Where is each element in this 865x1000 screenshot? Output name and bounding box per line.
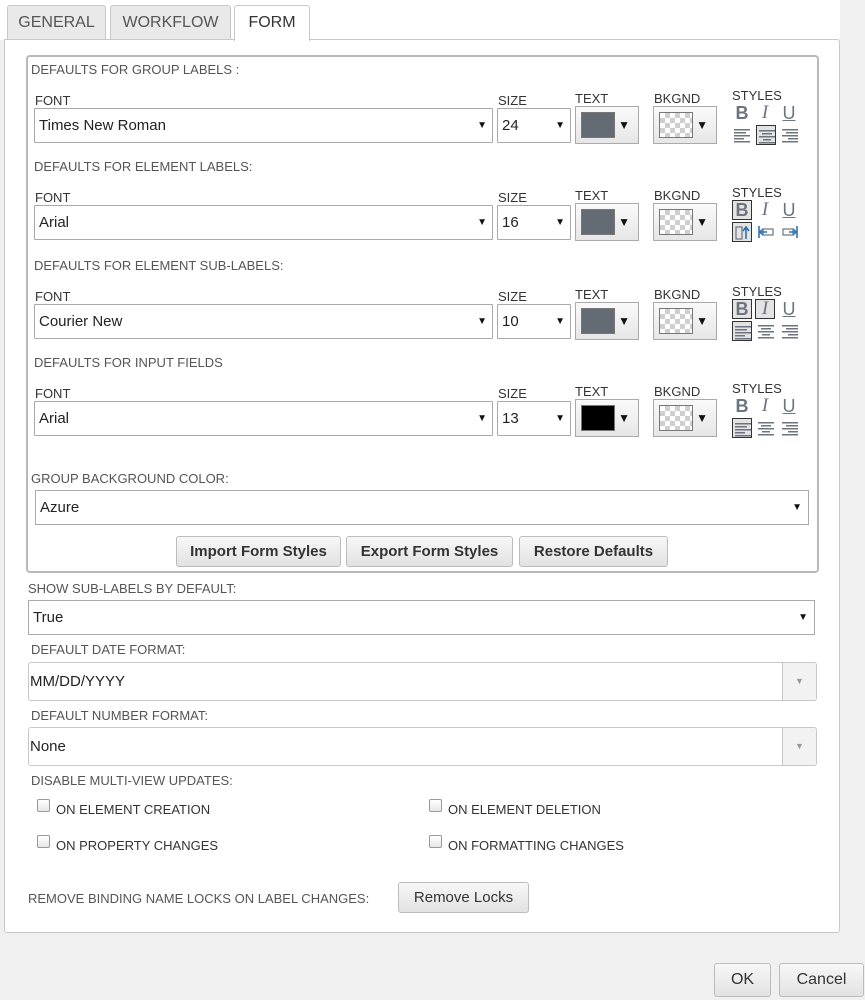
show-sublabels-select[interactable] [28,600,815,635]
bkgnd-color-label: BKGND [654,384,701,399]
align-center-button[interactable] [756,125,776,145]
font-label: FONT [35,289,71,304]
align-center-button[interactable] [756,321,776,341]
caret-down-icon: ▼ [618,411,630,425]
italic-toggle[interactable]: I [761,199,769,220]
align-left-icon [734,324,752,340]
chevron-down-icon: ▼ [477,413,487,424]
text-color-label: TEXT [575,188,609,203]
chevron-down-icon: ▼ [477,217,487,228]
formatting-changes-checkbox[interactable] [429,835,442,848]
chevron-down-icon: ▼ [555,413,565,424]
chevron-down-icon: ▼ [555,217,565,228]
tab-form[interactable]: FORM [234,5,310,41]
text-color-label: TEXT [575,287,609,302]
size-select[interactable] [497,401,571,436]
align-left-icon [734,421,752,437]
font-select[interactable] [34,108,493,143]
chevron-down-icon: ▼ [795,741,804,751]
align-right-icon [781,323,799,339]
chevron-down-icon: ▼ [555,120,565,131]
font-label: FONT [35,386,71,401]
align-right-icon [781,127,799,143]
tab-workflow[interactable]: WORKFLOW [110,5,231,40]
font-label: FONT [35,190,71,205]
group-background-select[interactable] [35,490,809,525]
text-color-picker[interactable] [575,106,639,144]
ok-button[interactable]: OK [714,963,771,997]
font-select[interactable] [34,205,493,240]
text-color-swatch [581,112,615,138]
transparent-swatch [659,112,693,138]
font-select[interactable] [34,401,493,436]
align-right-button[interactable] [780,418,800,438]
restore-defaults-button[interactable]: Restore Defaults [519,536,668,567]
section-title: DEFAULTS FOR ELEMENT LABELS: [34,159,253,174]
size-select[interactable] [497,108,571,143]
show-sublabels-label: SHOW SUB-LABELS BY DEFAULT: [28,581,237,596]
italic-toggle[interactable]: I [761,395,769,416]
group-background-value: Azure [40,499,80,516]
remove-locks-label: REMOVE BINDING NAME LOCKS ON LABEL CHANGES: [28,891,370,906]
text-color-swatch [581,405,615,431]
text-color-picker[interactable] [575,203,639,241]
bkgnd-color-label: BKGND [654,287,701,302]
remove-locks-button[interactable]: Remove Locks [398,882,529,913]
caret-down-icon: ▼ [696,314,708,328]
align-center-icon [757,323,775,339]
italic-toggle[interactable]: I [761,102,769,123]
label-position-right-button[interactable] [780,222,800,242]
chevron-down-icon: ▼ [798,612,808,623]
caret-down-icon: ▼ [696,215,708,229]
label-position-left-button[interactable] [756,222,776,242]
font-value: Arial [39,410,70,427]
text-color-label: TEXT [575,91,609,106]
size-value: 16 [502,214,519,231]
align-center-icon [758,128,776,144]
align-right-button[interactable] [780,125,800,145]
label-position-right-icon [781,224,799,240]
transparent-swatch [659,405,693,431]
align-left-button[interactable] [732,418,752,438]
size-select[interactable] [497,304,571,339]
caret-down-icon: ▼ [618,118,630,132]
size-label: SIZE [498,93,527,108]
multiview-label: DISABLE MULTI-VIEW UPDATES: [31,773,233,788]
chevron-down-icon: ▼ [792,502,802,513]
size-label: SIZE [498,190,527,205]
label-position-top-icon [734,225,752,241]
tab-bar [0,0,840,40]
show-sublabels-value: True [33,609,64,626]
underline-toggle[interactable]: U [782,396,796,416]
section-title: DEFAULTS FOR GROUP LABELS : [31,62,240,77]
align-center-button[interactable] [756,418,776,438]
styles-label: STYLES [732,284,782,299]
number-format-value: None [30,738,66,755]
cancel-button[interactable]: Cancel [779,963,864,997]
element-creation-checkbox[interactable] [37,799,50,812]
bkgnd-color-picker[interactable] [653,302,717,340]
element-deletion-checkbox[interactable] [429,799,442,812]
caret-down-icon: ▼ [618,314,630,328]
chevron-down-icon: ▼ [555,316,565,327]
bkgnd-color-picker[interactable] [653,106,717,144]
property-changes-label: ON PROPERTY CHANGES [56,838,219,853]
tab-general[interactable]: GENERAL [7,5,106,40]
size-select[interactable] [497,205,571,240]
font-label: FONT [35,93,71,108]
bold-toggle[interactable]: B [735,103,749,123]
formatting-changes-label: ON FORMATTING CHANGES [448,838,624,853]
caret-down-icon: ▼ [696,118,708,132]
text-color-swatch [581,308,615,334]
bold-toggle[interactable]: B [732,200,752,220]
font-value: Arial [39,214,70,231]
label-position-left-icon [757,224,775,240]
chevron-down-icon: ▼ [477,120,487,131]
italic-toggle[interactable]: I [755,299,775,319]
styles-label: STYLES [732,381,782,396]
align-left-button[interactable] [732,125,752,145]
property-changes-checkbox[interactable] [37,835,50,848]
section-title: DEFAULTS FOR INPUT FIELDS [34,355,223,370]
underline-toggle[interactable]: U [782,200,796,220]
number-format-combo[interactable] [28,727,817,766]
bkgnd-color-label: BKGND [654,188,701,203]
transparent-swatch [659,209,693,235]
font-value: Times New Roman [39,117,166,134]
align-right-icon [781,420,799,436]
align-center-icon [757,420,775,436]
underline-toggle[interactable]: U [782,299,796,319]
form-settings-panel [4,39,840,933]
text-color-picker[interactable] [575,302,639,340]
number-format-dropdown-button[interactable] [782,728,816,765]
section-title: DEFAULTS FOR ELEMENT SUB-LABELS: [34,258,284,273]
number-format-label: DEFAULT NUMBER FORMAT: [31,708,208,723]
size-value: 24 [502,117,519,134]
chevron-down-icon: ▼ [795,676,804,686]
export-form-styles-button[interactable]: Export Form Styles [346,536,513,567]
date-format-value: MM/DD/YYYY [30,673,126,690]
label-position-top-button[interactable] [732,222,752,242]
text-color-label: TEXT [575,384,609,399]
element-creation-label: ON ELEMENT CREATION [56,802,211,817]
text-color-swatch [581,209,615,235]
font-select[interactable] [34,304,493,339]
styles-label: STYLES [732,88,782,103]
font-value: Courier New [39,313,123,330]
size-value: 10 [502,313,519,330]
bkgnd-color-label: BKGND [654,91,701,106]
caret-down-icon: ▼ [618,215,630,229]
element-deletion-label: ON ELEMENT DELETION [448,802,601,817]
align-left-button[interactable] [732,321,752,341]
transparent-swatch [659,308,693,334]
align-right-button[interactable] [780,321,800,341]
align-left-icon [733,127,751,143]
caret-down-icon: ▼ [696,411,708,425]
default-styles-group [26,55,819,573]
group-background-label: GROUP BACKGROUND COLOR: [31,471,229,486]
bkgnd-color-picker[interactable] [653,203,717,241]
size-label: SIZE [498,289,527,304]
bold-toggle[interactable]: B [732,299,752,319]
import-form-styles-button[interactable]: Import Form Styles [176,536,341,567]
date-format-label: DEFAULT DATE FORMAT: [31,642,186,657]
date-format-dropdown-button[interactable] [782,663,816,700]
bkgnd-color-picker[interactable] [653,399,717,437]
date-format-combo[interactable] [28,662,817,701]
underline-toggle[interactable]: U [782,103,796,123]
size-label: SIZE [498,386,527,401]
size-value: 13 [502,410,519,427]
chevron-down-icon: ▼ [477,316,487,327]
styles-label: STYLES [732,185,782,200]
bold-toggle[interactable]: B [735,396,749,416]
text-color-picker[interactable] [575,399,639,437]
